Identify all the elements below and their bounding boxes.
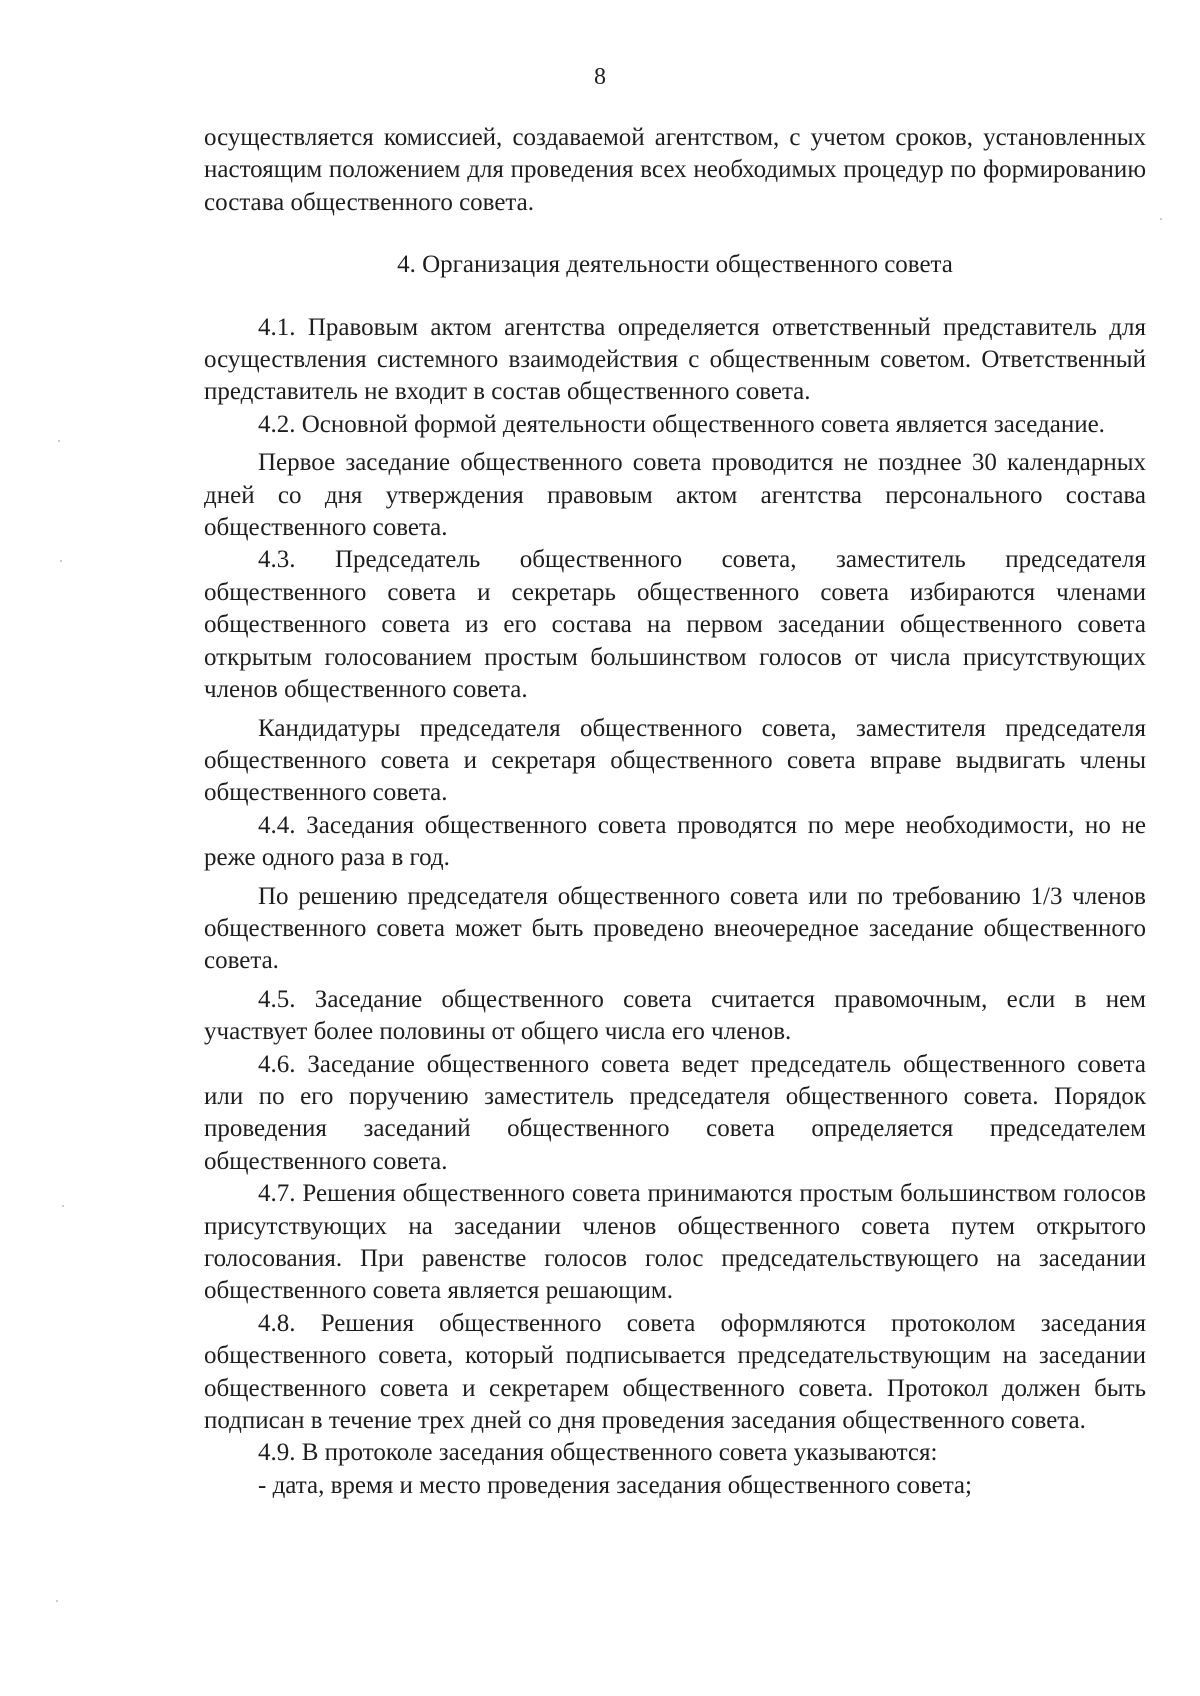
paragraph-4-3: 4.3. Председатель общественного совета, заместитель председателя общественного совета и секретарь общественного совета избираются членами общественного совета из его состава на первом заседании общественного совета открытым голосованием простым большинством голосов от числа присутствующих членов общественного совета. [204,546,1146,704]
continuation-paragraph: осуществляется комиссией, создаваемой агентством, с учетом сроков, установленных настоящим положением для проведения всех необходимых процедур по формированию состава общественного совета. [204,124,1146,216]
paragraph-4-6: 4.6. Заседание общественного совета ведет председатель общественного совета или по его поручению заместитель председателя общественного совета. Порядок проведения заседаний общественного совета определяется председателем общественного совета. [204,1050,1146,1175]
paragraph-4-8: 4.8. Решения общественного совета оформляются протоколом заседания общественного совета, который подписывается председательствующим на заседании общественного совета и секретарем общественного совета. Протокол должен быть подписан в течение трех дней со дня проведения заседания общественного совета. [204,1309,1146,1435]
list-item-date-time-place: - дата, время и место проведения заседания общественного совета; [258,1471,972,1499]
paragraph-4-5: 4.5. Заседание общественного совета считается правомочным, если в нем участвует более половины от общего числа его членов. [204,985,1146,1046]
page-number: 8 [594,64,606,90]
scan-speck [56,1600,58,1602]
paragraph-first-meeting: Первое заседание общественного совета проводится не позднее 30 календарных дней со дня утверждения правовым актом агентства персонального состава общественного совета. [204,449,1146,542]
scan-speck [1160,218,1162,220]
document-body [204,122,1146,1502]
paragraph-candidates: Кандидатуры председателя общественного совета, заместителя председателя общественного совета и секретаря общественного совета вправе выдвигать члены общественного совета. [204,714,1146,807]
paragraph-4-1: 4.1. Правовым актом агентства определяется ответственный представитель для осуществления системного взаимодействия с общественным советом. Ответственный представитель не входит в состав общественного совета. [204,313,1146,406]
paragraph-4-4: 4.4. Заседания общественного совета проводятся по мере необходимости, но не реже одного раза в год. [204,811,1146,872]
paragraph-4-2: 4.2. Основной формой деятельности общественного совета является заседание. [258,410,1105,438]
scan-speck [62,1205,64,1207]
scan-speck [60,560,62,562]
paragraph-extraordinary-meeting: По решению председателя общественного совета или по требованию 1/3 членов общественного совета может быть проведено внеочередное заседание общественного совета. [204,882,1146,975]
paragraph-4-9: 4.9. В протоколе заседания общественного совета указываются: [258,1439,938,1467]
section-heading: 4. Организация деятельности общественного совета [397,251,953,279]
scan-speck [58,440,60,442]
paragraph-4-7: 4.7. Решения общественного совета принимаются простым большинством голосов присутствующих на заседании членов общественного совета путем открытого голосования. При равенстве голосов голос председательствующего на заседании общественного совета является решающим. [204,1180,1146,1305]
